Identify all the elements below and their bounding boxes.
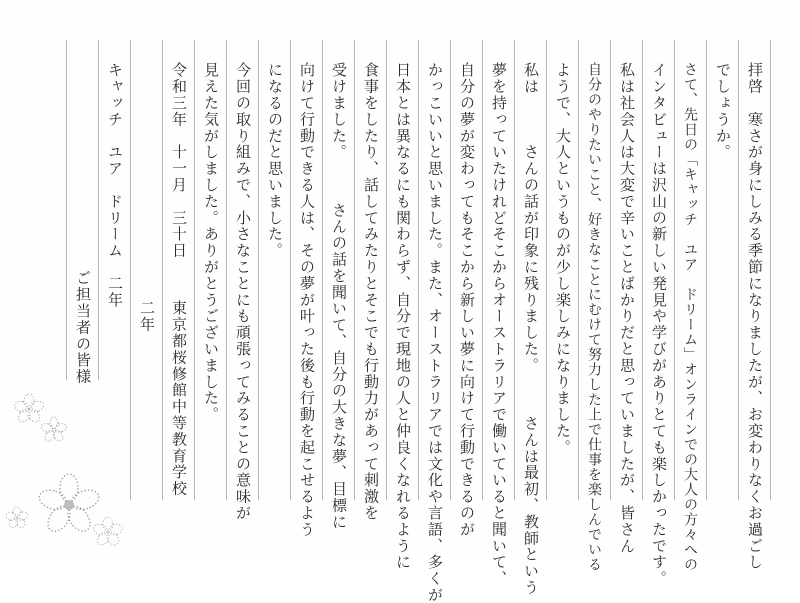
program-name: キャッチ ユア ドリーム 二年: [106, 62, 124, 308]
letter-line: 向けて行動できる人は、その夢が叶った後も行動を起こせるよう: [298, 62, 316, 538]
letter-line: 私は さんの話が印象に残りました。 さんは最初、教師という: [522, 62, 540, 596]
letter-line: 夢を持っていたけれどそこからオーストラリアで働いていると聞いて、: [490, 62, 508, 587]
letter-line: 日本とは異なるにも関わらず、自分で現地の人と仲良くなれるように: [394, 62, 412, 571]
sakura-icon: [4, 505, 30, 531]
sakura-icon: [92, 516, 124, 548]
letter-line: になるのだと思いました。: [266, 62, 284, 259]
letter-date: 令和三年 十一月 三十日: [170, 62, 188, 259]
school-name: 東京都桜修館中等教育学校: [170, 300, 188, 497]
letter-line: 自分のやりたいこと、好きなことにむけて努力した上で仕事を楽しんでいる: [586, 62, 602, 572]
letter-line: でしょうか。: [714, 62, 732, 161]
letter-line: 受けました。 さんの話を聞いて、自分の大きな夢、目標に: [330, 62, 348, 531]
addressee: ご担当者の皆様: [74, 270, 92, 385]
letter-line: 自分の夢が変わってもそこから新しい夢に向けて行動できるのが: [458, 62, 476, 538]
letter-line: 私は社会人は大変で辛いことばかりだと思っていましたが、皆さん: [618, 62, 636, 554]
letter-line: さて、先日の「キャッチ ユア ドリーム」オンラインでの大人の方々への: [682, 62, 698, 572]
letter-line: 食事をしたり、話してみたりとそこでも行動力があって刺激を: [362, 62, 380, 522]
letter-line: 今回の取り組みで、小さなことにも頑張ってみることの意味が: [234, 62, 252, 522]
grade-label: 二年: [138, 300, 156, 333]
letter-line: 見えた気がしました。ありがとうございました。: [202, 62, 220, 423]
sakura-icon: [40, 416, 68, 444]
letter-line: 拝啓 寒さが身にしみる季節になりましたが、お変わりなくお過ごし: [746, 62, 764, 571]
letter-line: インタビューは沢山の新しい発見や学びがありとても楽しかったです。: [650, 62, 668, 587]
letter-line: かっこいいと思いました。また、オーストラリアでは文化や言語、多くが: [426, 62, 444, 603]
letter-line: ようで、大人というものが少し楽しみになりました。: [554, 62, 572, 456]
